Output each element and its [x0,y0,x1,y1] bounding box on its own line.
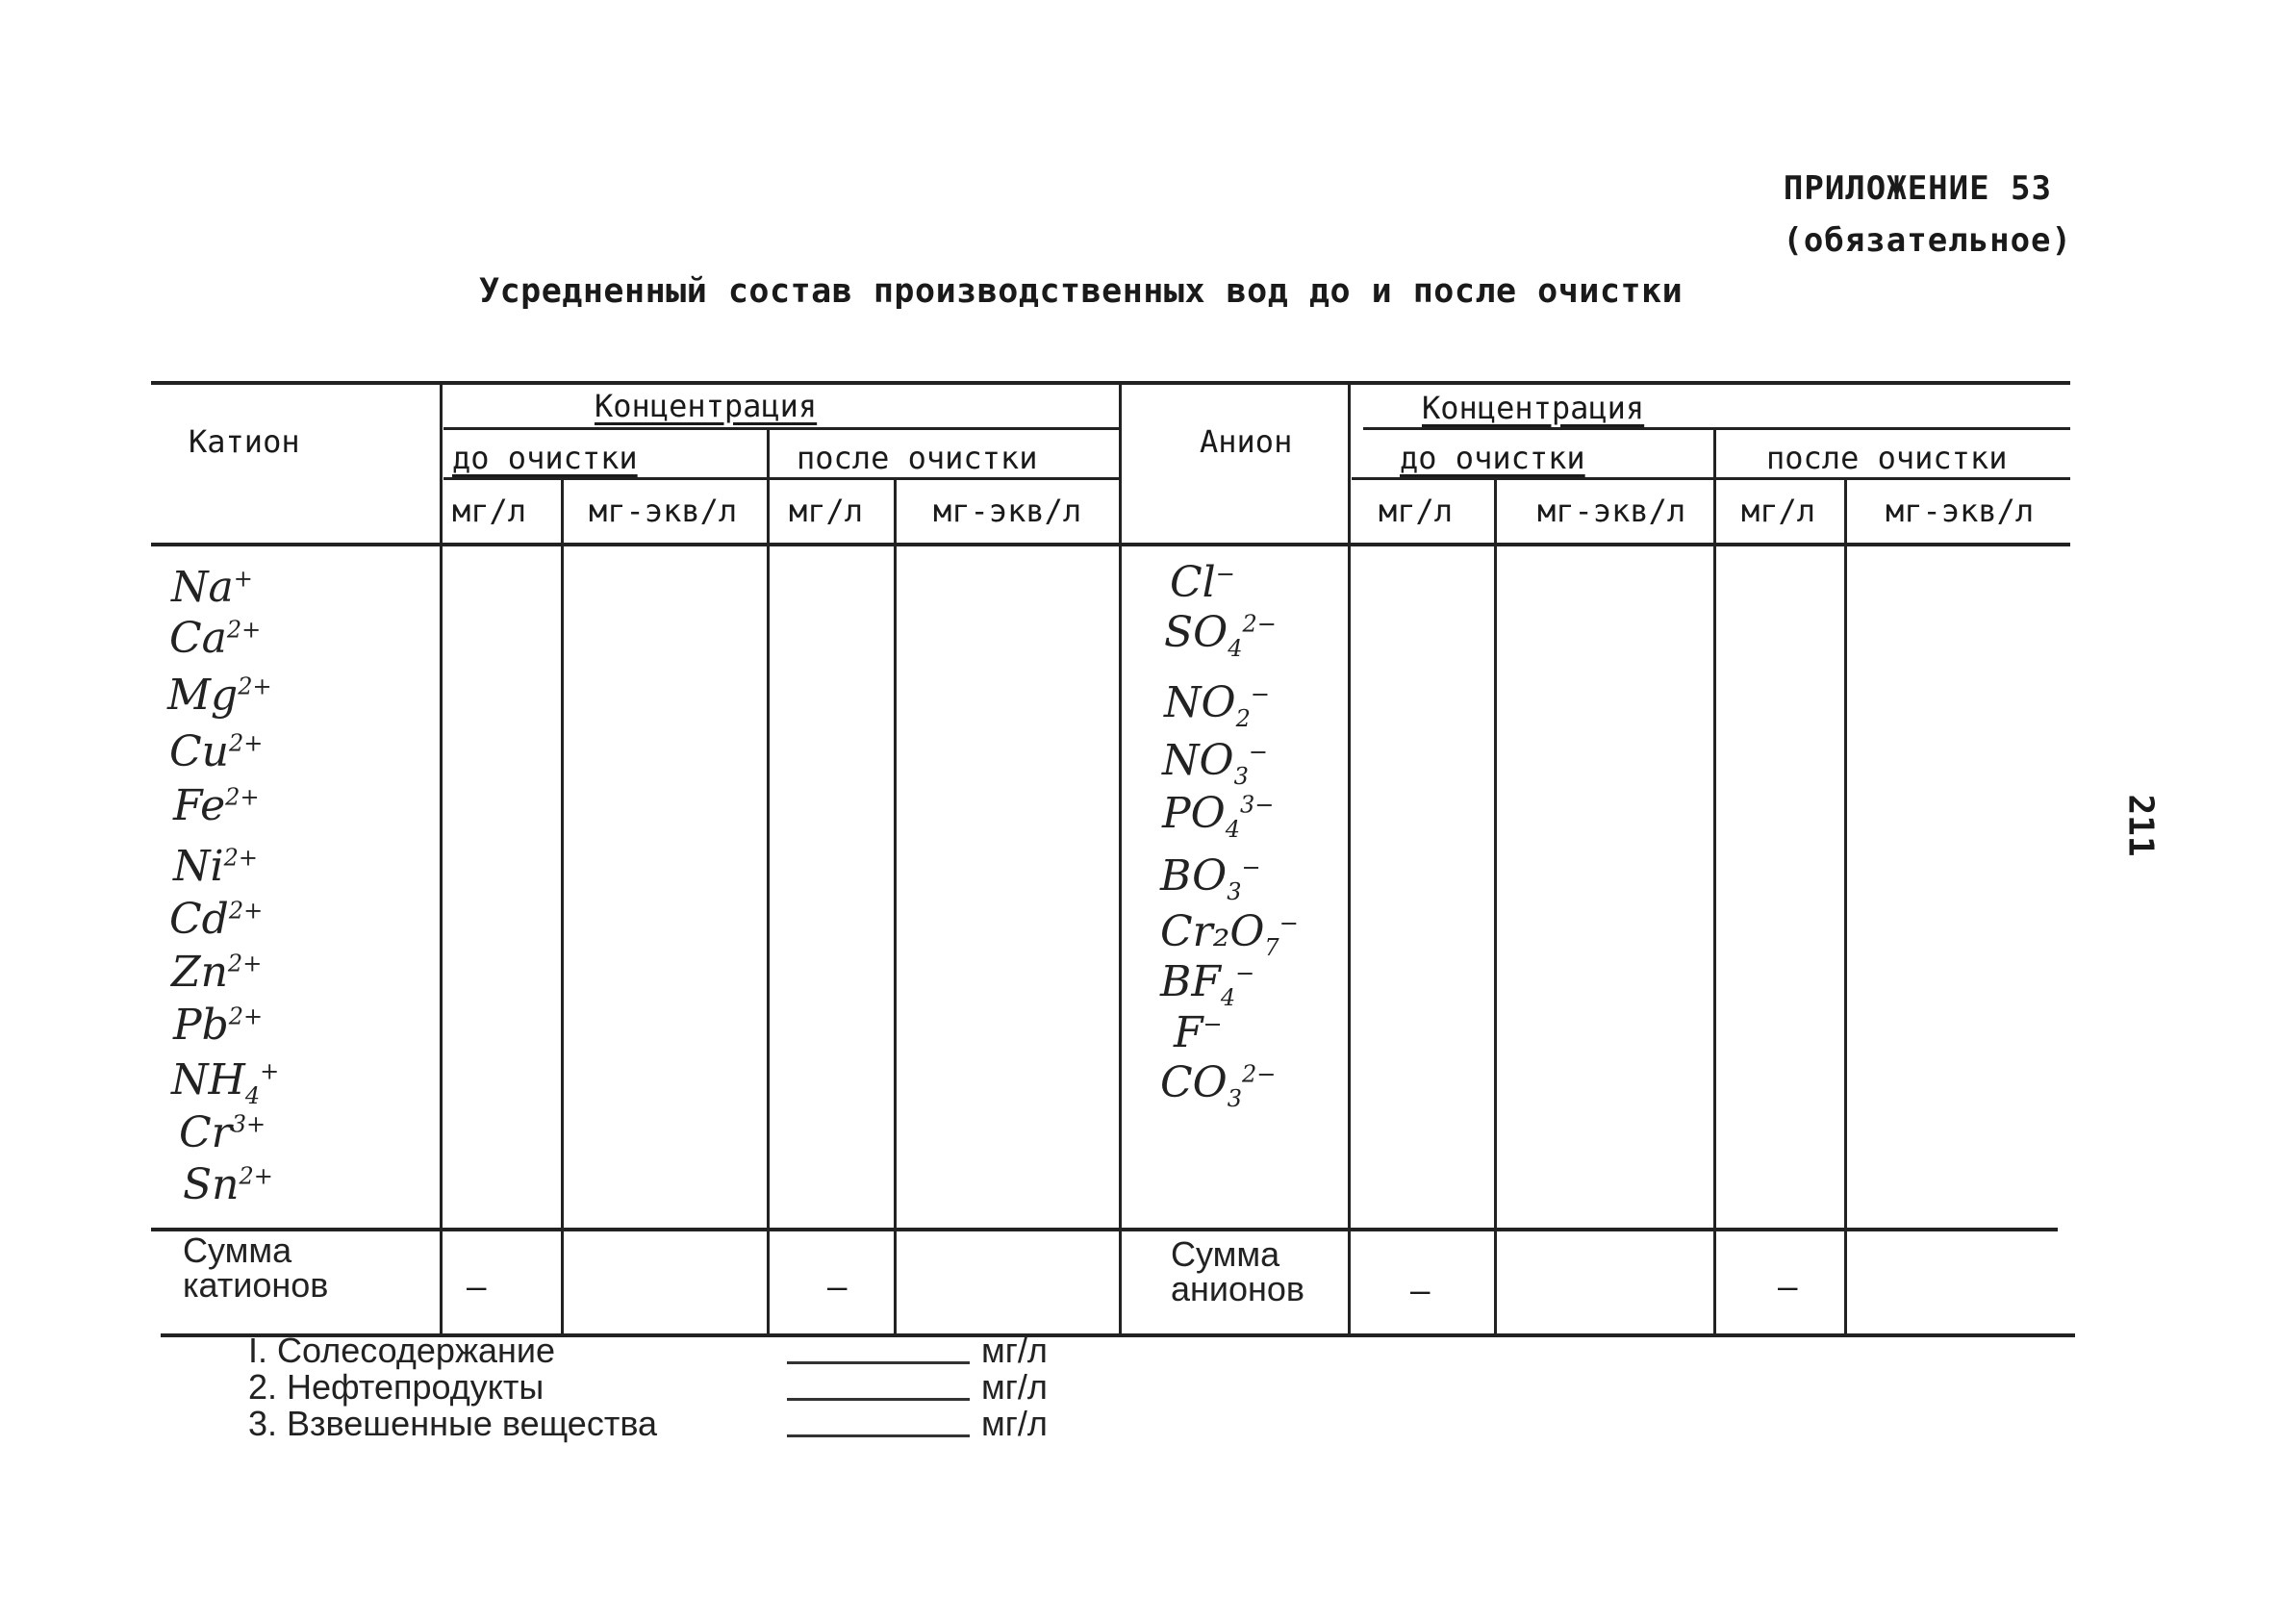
col-divider-8 [1713,429,1716,1335]
sum-anions-after-mg: – [1778,1268,1798,1307]
after-header-right: после очистки [1766,440,2008,476]
cation-mg: $Mg^{2+}$ [167,671,272,720]
unit-mgeq-before-left: мг-экв/л [589,493,738,529]
cation-pb: $Pb^{2+}$ [173,1001,264,1050]
anion-co3: $CO_3^{2-}$ [1160,1058,1277,1112]
cation-ni: $Ni^{2+}$ [173,842,258,891]
note-item [248,1331,1048,1370]
before-header-left: до очистки [452,440,638,476]
cation-nh4: $NH_4^+$ [171,1055,280,1109]
unit-mg-after-left: мг/л [789,493,864,529]
note-blank-line [787,1361,970,1364]
unit-mgeq-after-left: мг-экв/л [933,493,1082,529]
sum-anions-line1: Сумма [1171,1234,1280,1274]
anion-po4: $PO_4^{3-}$ [1162,789,1275,843]
notes-list [248,1331,1048,1443]
unit-mg-before-left: мг/л [452,493,527,529]
col-divider-2 [561,479,564,1335]
note-item [248,1404,1048,1443]
cation-cd: $Cd^{2+}$ [169,895,264,944]
before-header-right: до очистки [1400,440,1585,476]
cation-cr: $Cr^{3+}$ [179,1108,266,1157]
col-divider-6 [1348,383,1351,1335]
sum-cations-after-mg: – [827,1268,848,1307]
anion-header: Анион [1200,423,1293,460]
sum-anions-label [1171,1234,1305,1308]
sum-top-rule [151,1228,2058,1231]
sum-cations-line2: катионов [183,1265,329,1305]
before-after-rule-left [443,477,1122,480]
anion-bf4: $BF_4^-$ [1160,957,1255,1011]
note-unit: мг/л [981,1367,1048,1407]
unit-mg-after-right: мг/л [1741,493,1816,529]
note-blank-line [787,1434,970,1437]
note-blank-line [787,1398,970,1401]
after-header-left: после очистки [797,440,1038,476]
concentration-rule-left [443,427,1122,430]
sum-anions-before-mg: – [1410,1272,1431,1310]
note-label: 3. Взвешенные вещества [248,1404,658,1443]
sum-cations-label [183,1233,328,1303]
col-divider-9 [1844,479,1847,1335]
unit-mg-before-right: мг/л [1379,493,1454,529]
cation-cu: $Cu^{2+}$ [169,727,264,776]
cation-ca: $Ca^{2+}$ [169,614,262,663]
sum-anions-line2: анионов [1171,1269,1305,1308]
before-after-rule-right [1352,477,2070,480]
appendix-label: ПРИЛОЖЕНИЕ 53 [1783,169,2052,208]
unit-mgeq-after-right: мг-экв/л [1886,493,2035,529]
page-number: 211 [2120,794,2161,857]
col-divider-5 [1119,383,1122,1335]
cation-header: Катион [189,423,300,460]
unit-mgeq-before-right: мг-экв/л [1537,493,1686,529]
note-unit: мг/л [981,1331,1048,1370]
cation-fe: $Fe^{2+}$ [173,781,260,830]
anion-cr2o7: $Cr_2O_7^-$ [1160,907,1299,961]
anion-cl: Cl− [1170,558,1235,607]
anion-no2: $NO_2^-$ [1164,678,1270,732]
cation-sn: $Sn^{2+}$ [183,1160,273,1209]
note-label: 2. Нефтепродукты [248,1367,544,1407]
concentration-header-right: Концентрация [1422,390,1645,426]
anion-f: F− [1174,1008,1223,1057]
col-divider-7 [1494,479,1497,1335]
anion-no3: $NO_3^-$ [1162,736,1268,790]
concentration-rule-right [1363,427,2070,430]
cation-na: Na+ [171,563,253,612]
anion-bo3: $BO_3^-$ [1160,851,1261,905]
appendix-status: (обязательное) [1783,221,2072,260]
cation-zn: $Zn^{2+}$ [171,948,263,997]
document-title: Усредненный состав производственных вод до и после очистки [479,272,1684,311]
col-divider-3 [767,429,770,1335]
concentration-header-left: Концентрация [595,388,818,424]
note-label: I. Солесодержание [248,1331,556,1370]
anion-so4: $SO_4^{2-}$ [1164,608,1277,662]
note-item [248,1367,1048,1407]
col-divider-4 [894,479,897,1335]
col-divider-1 [440,383,443,1335]
sum-cations-line1: Сумма [183,1231,292,1270]
note-unit: мг/л [981,1404,1048,1443]
sum-cations-before-mg: – [467,1268,487,1307]
